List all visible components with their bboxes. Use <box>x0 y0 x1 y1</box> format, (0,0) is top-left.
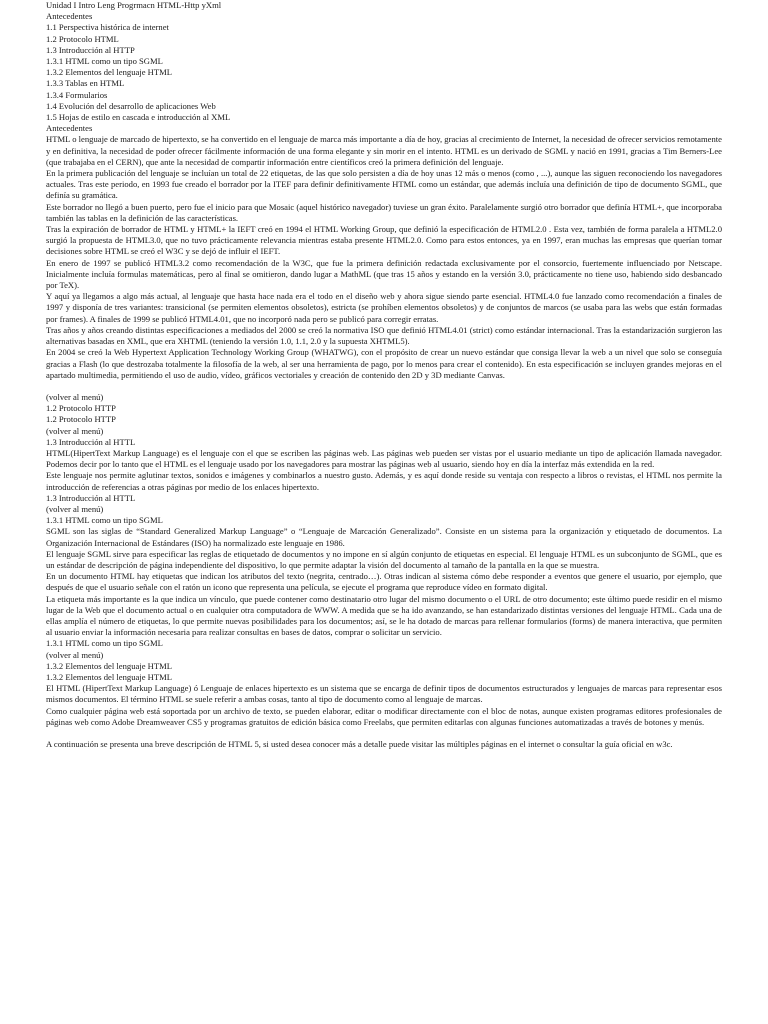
back-to-menu-link[interactable]: (volver al menú) <box>46 391 104 402</box>
table-of-contents <box>46 11 722 123</box>
section-link-elementos-html[interactable]: 1.3.2 Elementos del lenguaje HTML <box>46 660 173 671</box>
toc-item[interactable]: Antecedentes <box>46 11 93 22</box>
section-link-introduccion-http[interactable]: 1.3 Introducción al HTTL <box>46 436 136 447</box>
section-link-html-sgml[interactable]: 1.3.1 HTML como un tipo SGML <box>46 515 163 526</box>
paragraph: En la primera publicación del lenguaje se incluían un total de 22 etiquetas, de las que solo persisten a día de hoy unas 12 más o menos (como , ...), aunque las siguen reconociendo los navegadores actuales. Tras este periodo, en 1993 fue creado el borrador por la ITEF para definir definitivamente HTML como un estándar, que además incluía una definición de tipo de documento SGML, que definía su gramática. <box>46 168 722 201</box>
section-antecedentes <box>46 134 722 380</box>
toc-item[interactable]: 1.3.3 Tablas en HTML <box>46 78 125 89</box>
paragraph: Este borrador no llegó a buen puerto, pero fue el inicio para que Mosaic (aquel histórico navegador) tuviese un gran éxito. Paralelamente surgió otro borrador que definía HTML+, que incorporaba también las tablas en la definición de las características. <box>46 201 722 223</box>
toc-item[interactable]: 1.3.4 Formularios <box>46 89 108 100</box>
toc-item[interactable]: 1.2 Protocolo HTML <box>46 33 119 44</box>
paragraph: La etiqueta más importante es la que indica un vínculo, que puede contener como destinatario otro lugar del mismo documento o el URL de otro documento; este último puede residir en el mismo lugar de la Web que el documento actual o en cualquier otra computadora de WWW. A medida que se ha ido avanzando, se han estandarizado distintas versiones del lenguaje HTML. Cada una de ellas amplía el número de etiquetas, lo que permite nuevas posibilidades para los documentos; así, se le ha dotado de marcas para rellenar formularios (forms) de manera interactiva, que permiten al usuario enviar la información necesaria para realizar consultas en bases de datos, comprar o solicitar un servicio. <box>46 593 722 638</box>
toc-item[interactable]: 1.3.2 Elementos del lenguaje HTML <box>46 67 173 78</box>
nav-block-sgml <box>46 493 722 527</box>
nav-block-http <box>46 392 722 448</box>
paragraph: El HTML (HipertText Markup Language) ó Lenguaje de enlaces hipertexto es un sistema que se encarga de definir tipos de documentos estructurados y lenguajes de marcas para representar esos mismos documentos. El término HTML se suele referir a ambas cosas, tanto al tipo de documento como al lenguaje de marcas. <box>46 683 722 705</box>
paragraph: Tras años y años creando distintas especificaciones a mediados del 2000 se creó la normativa ISO que definió HTML4.01 (strict) como estándar internacional. Tras la estandarización surgieron las alternativas basadas en XML, que era XHTML (teniendo la versión 1.0, 1.1, 2.0 y la supuesta XHTML5). <box>46 324 722 347</box>
section-elementos <box>46 683 722 750</box>
section-heading-antecedentes: Antecedentes <box>46 123 93 134</box>
paragraph: HTML o lenguaje de marcado de hipertexto, se ha convertido en el lenguaje de marca más importante a día de hoy, gracias al crecimiento de Internet, la necesidad de ofrecer servicios remotamente y en definitiva, la necesidad de poder ofrecer fácilmente información de una forma elegante y sin morir en el intento. HTML es un derivado de SGML y nació en 1991, gracias a Tim Berners-Lee (que trabajaba en el CERN), que ante la necesidad de compartir información entre científicos creó la primera definición del lenguaje. <box>46 134 722 167</box>
section-http <box>46 448 722 493</box>
paragraph: HTML(HipertText Markup Language) es el lenguaje con el que se escriben las páginas web. Las páginas web pueden ser vistas por el usuario mediante un tipo de aplicación llamada navegador. Podemos decir por lo tanto que el HTML es el lenguaje usado por los navegadores para mostrar las páginas web al usuario, siendo hoy en día la interfaz más extendida en la red. <box>46 447 722 470</box>
paragraph: SGML son las siglas de “Standard Generalized Markup Language” o “Lenguaje de Marcación Generalizado”. Consiste en un sistema para la organización y etiquetado de documentos. La Organización Internacional de Estándares (ISO) ha normalizado este lenguaje en 1986. <box>46 526 722 548</box>
toc-item[interactable]: 1.4 Evolución del desarrollo de aplicaciones Web <box>46 100 216 111</box>
back-to-menu-link[interactable]: (volver al menú) <box>46 425 104 436</box>
paragraph: En 2004 se creó la Web Hypertext Application Technology Working Group (WHATWG), con el propósito de crear un nuevo estándar que consiga llevar la web a un nivel que solo se conseguía gracias a Flash (lo que destrozaba totalmente la filosofía de la web, al ser una herramienta de pago, por lo menos para crear el contenido). En esta especificación se incluyen grandes mejoras en el apartado multimedia, permitiendo el uso de audio, vídeo, gráficos vectoriales y creación de contenido den 2D y 3D mediante Canvas. <box>46 347 722 380</box>
paragraph: En un documento HTML hay etiquetas que indican los atributos del texto (negrita, centrado…). Otras indican al sistema cómo debe responder a eventos que genere el usuario, por ejemplo, que después de que el usuario señale con el ratón un icono que representa una película, se ejecute el programa que reproduce vídeo en formato digital. <box>46 571 722 593</box>
back-to-menu-link[interactable]: (volver al menú) <box>46 649 104 660</box>
toc-item[interactable]: 1.1 Perspectiva histórica de internet <box>46 22 169 33</box>
toc-item[interactable]: 1.3 Introducción al HTTP <box>46 44 135 55</box>
section-heading-protocolo-http: 1.2 Protocolo HTTP <box>46 414 116 425</box>
section-heading-html-sgml: 1.3.1 HTML como un tipo SGML <box>46 638 163 649</box>
paragraph: El lenguaje SGML sirve para especificar las reglas de etiquetado de documentos y no impone en sí algún conjunto de etiquetas en especial. El lenguaje HTML es un subconjunto de SGML, que es un estándar de descripción de página independiente del dispositivo, lo que permite adaptar la visión del documento al tamaño de la pantalla en la que se muestra. <box>46 548 722 570</box>
toc-item[interactable]: 1.5 Hojas de estilo en cascada e introducción al XML <box>46 112 231 123</box>
document-title: Unidad I Intro Leng Progrmacn HTML-Http yXml <box>46 0 222 10</box>
section-link-protocolo-http[interactable]: 1.2 Protocolo HTTP <box>46 403 116 414</box>
paragraph: Tras la expiración de borrador de HTML y HTML+ la IEFT creó en 1994 el HTML Working Group, que definió la especificación de HTML2.0 . Esta vez, también de forma paralela a HTML2.0 surgió la propuesta de HTML3.0, que no tuvo prácticamente relevancia mientras estaba presente HTML2.0. Como para estos entonces, ya en 1997, eran muchas las empresas que querían tomar decisiones sobre HTML se creó el W3C y se dejó de influir el IEFT. <box>46 224 722 257</box>
paragraph: Y aquí ya llegamos a algo más actual, al lenguaje que hasta hace nada era el todo en el diseño web y ahora sigue siendo parte esencial. HTML4.0 fue lanzado como recomendación a finales de 1997 y disponía de tres variantes: transicional (se permiten elementos obsoletos), estricta (se prohíben elementos obsoletos) y de conjuntos de marcos (se usaba para las webs que están formadas por frames). A finales de 1999 se publicó HTML4.01, que no incorporó nada pero se publicó para corregir erratas. <box>46 291 722 324</box>
section-sgml <box>46 526 722 638</box>
paragraph: Como cualquier página web está soportada por un archivo de texto, se pueden elaborar, editar o modificar directamente con el bloc de notas, aunque existen programas editores profesionales de páginas web como Adobe Dreamweaver CS5 y programas gratuitos de edición básica como Freelabs, que permiten editarlas con algunas funciones automatizadas a través de botones y menús. <box>46 705 722 727</box>
section-heading-elementos-html: 1.3.2 Elementos del lenguaje HTML <box>46 671 173 682</box>
paragraph: A continuación se presenta una breve descripción de HTML 5, si usted desea conocer más a detalle puede visitar las múltiples páginas en el internet o consultar la guía oficial en w3c. <box>46 739 673 749</box>
nav-block-elementos <box>46 638 722 683</box>
section-heading-introduccion-http: 1.3 Introducción al HTTL <box>46 492 136 503</box>
back-to-menu-link[interactable]: (volver al menú) <box>46 503 104 514</box>
paragraph: En enero de 1997 se publicó HTML3.2 como recomendación de la W3C, que fue la primera definición redactada exclusivamente por el consorcio, fuertemente influenciado por Netscape. Inicialmente incluía formulas matemáticas, pero al final se omitieron, dando lugar a MathML (que tras 15 años y estando en la versión 3.0, prácticamente no tiene uso, habiendo sido desbancado por TeX). <box>46 257 722 291</box>
toc-item[interactable]: 1.3.1 HTML como un tipo SGML <box>46 56 163 67</box>
paragraph: Este lenguaje nos permite aglutinar textos, sonidos e imágenes y combinarlos a nuestro gusto. Además, y es aquí donde reside su ventaja con respecto a libros o revistas, el HTML nos permite la introducción de referencias a otras páginas por medio de los enlaces hipertexto. <box>46 470 722 492</box>
